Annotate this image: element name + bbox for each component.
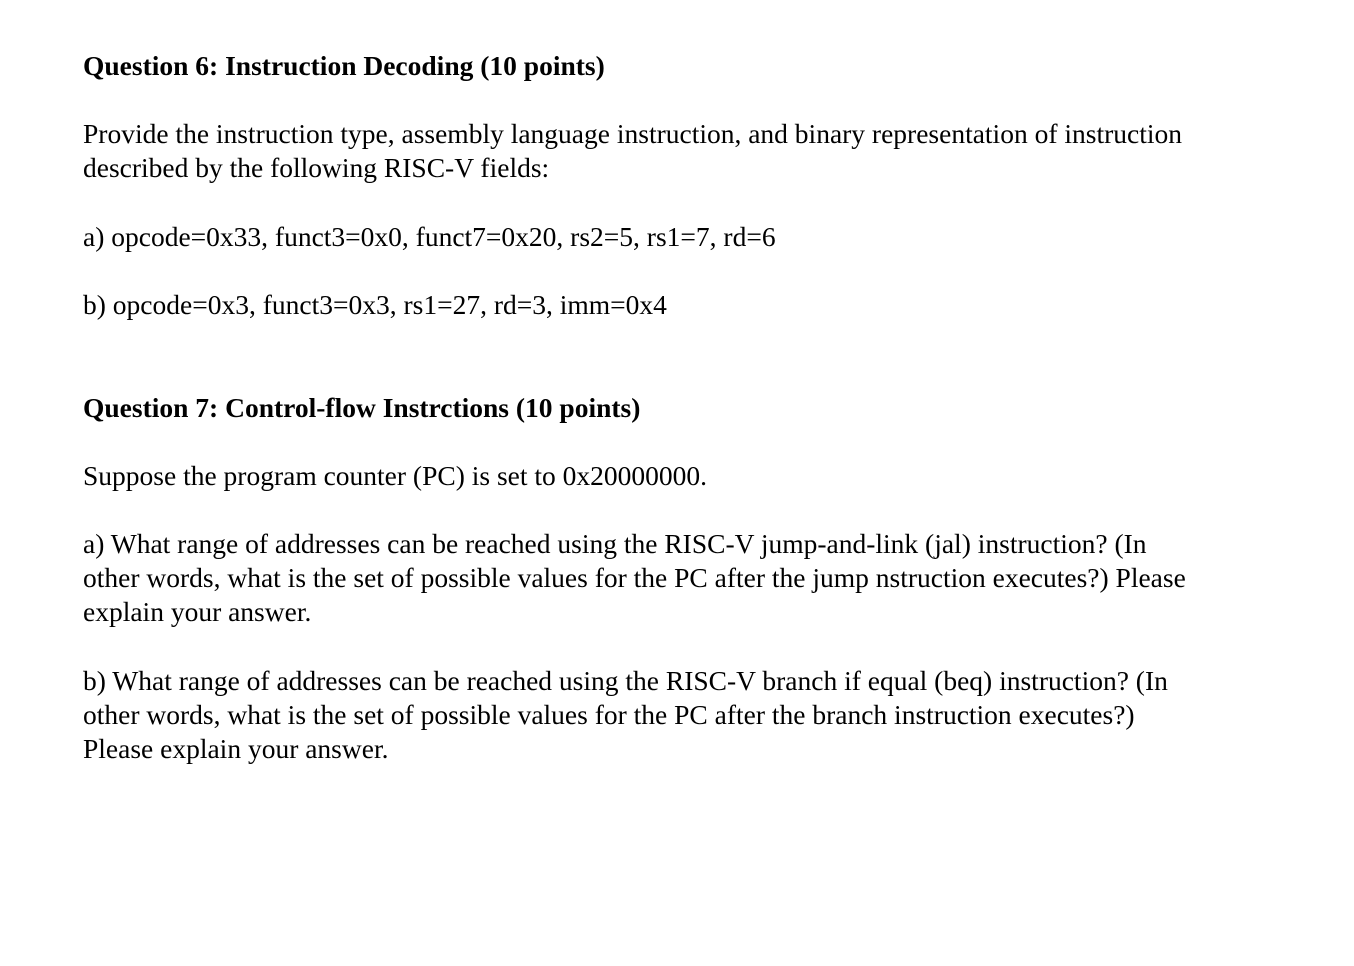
question-7-part-a-line: explain your answer. [83, 596, 312, 628]
question-6-intro-line: Provide the instruction type, assembly language instruction, and binary representation of instruction [83, 118, 1182, 149]
question-7-part-a-line: other words, what is the set of possible values for the PC after the jump nstruction executes?) Please [83, 562, 1186, 594]
question-6-part-b: b) opcode=0x3, funct3=0x3, rs1=27, rd=3, imm=0x4 [83, 289, 667, 320]
question-7-heading: Question 7: Control-flow Instrctions (10 points) [83, 392, 641, 423]
question-6-intro [83, 117, 1283, 185]
question-7-part-b-line: other words, what is the set of possible values for the PC after the branch instruction executes?) [83, 699, 1135, 731]
question-7-part-b-line: b) What range of addresses can be reached using the RISC-V branch if equal (beq) instruction? (In [83, 665, 1168, 696]
question-7-part-b [83, 664, 1283, 767]
question-7-part-a-line: a) What range of addresses can be reached using the RISC-V jump-and-link (jal) instruction? (In [83, 528, 1147, 559]
question-6-heading: Question 6: Instruction Decoding (10 points) [83, 50, 605, 81]
question-7-part-a [83, 527, 1283, 630]
question-6-intro-line: described by the following RISC-V fields: [83, 152, 550, 184]
question-6-part-a: a) opcode=0x33, funct3=0x0, funct7=0x20, rs2=5, rs1=7, rd=6 [83, 221, 776, 252]
question-7-intro: Suppose the program counter (PC) is set to 0x20000000. [83, 460, 708, 491]
question-7-part-b-line: Please explain your answer. [83, 733, 389, 765]
